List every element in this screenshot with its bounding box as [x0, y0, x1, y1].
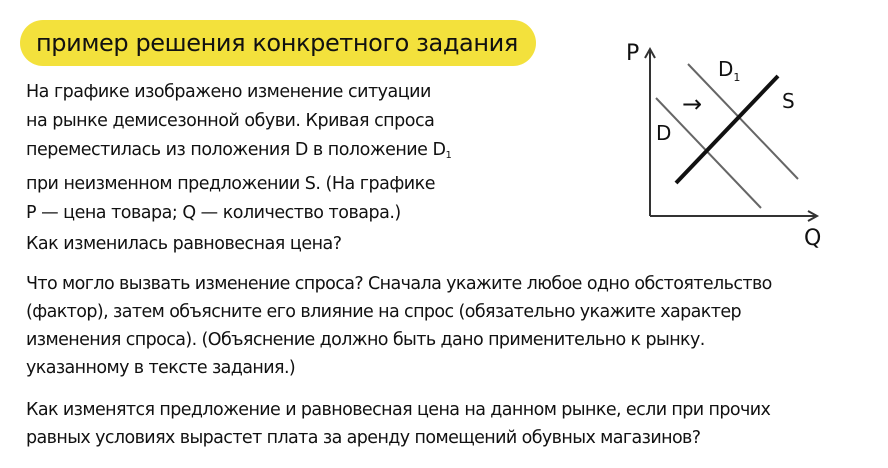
supply-label-s: S — [782, 89, 795, 113]
y-axis-label: P — [626, 41, 640, 66]
intro-line: P — цена товара; Q — количество товара.) — [26, 203, 401, 223]
shift-arrow-icon: → — [682, 90, 703, 118]
page-title: пример решения конкретного задания — [36, 29, 518, 57]
intro-line: На графике изображено изменение ситуации — [26, 82, 431, 102]
x-axis-label: Q — [804, 226, 822, 251]
intro-line: на рынке демисезонной обуви. Кривая спроса — [26, 111, 435, 131]
question-3-line: Как изменятся предложение и равновесная цена на данном рынке, если при прочих — [26, 400, 771, 420]
question-2-line: указанному в тексте задания.) — [26, 358, 296, 378]
question-3 — [26, 396, 876, 452]
question-2-line: изменения спроса). (Объяснение должно быть дано применительно к рынку. — [26, 330, 705, 350]
demand-curve-d1 — [688, 64, 798, 179]
demand-label-d1-main: D — [718, 57, 734, 81]
title-badge — [20, 20, 536, 66]
question-2-line: Что могло вызвать изменение спроса? Сначала укажите любое одно обстоятельство — [26, 274, 772, 294]
intro-line-with-subscript — [26, 136, 506, 170]
question-2-line: (фактор), затем объясните его влияние на спрос (обязательно укажите характер — [26, 302, 742, 322]
question-1: Как изменилась равновесная цена? — [26, 234, 342, 254]
question-2 — [26, 270, 876, 382]
demand-label-d: D — [656, 121, 672, 145]
demand-curve-d — [656, 98, 761, 208]
intro-line: переместилась из положения D в положение D — [26, 140, 446, 160]
supply-demand-graph — [600, 30, 850, 255]
intro-subscript: 1 — [445, 150, 452, 161]
question-3-line: равных условиях вырастет плата за аренду помещений обувных магазинов? — [26, 428, 701, 448]
intro-line: при неизменном предложении S. (На графике — [26, 174, 435, 194]
demand-label-d1 — [718, 57, 740, 84]
demand-label-d1-subscript: 1 — [733, 71, 741, 84]
task-intro — [26, 78, 506, 228]
